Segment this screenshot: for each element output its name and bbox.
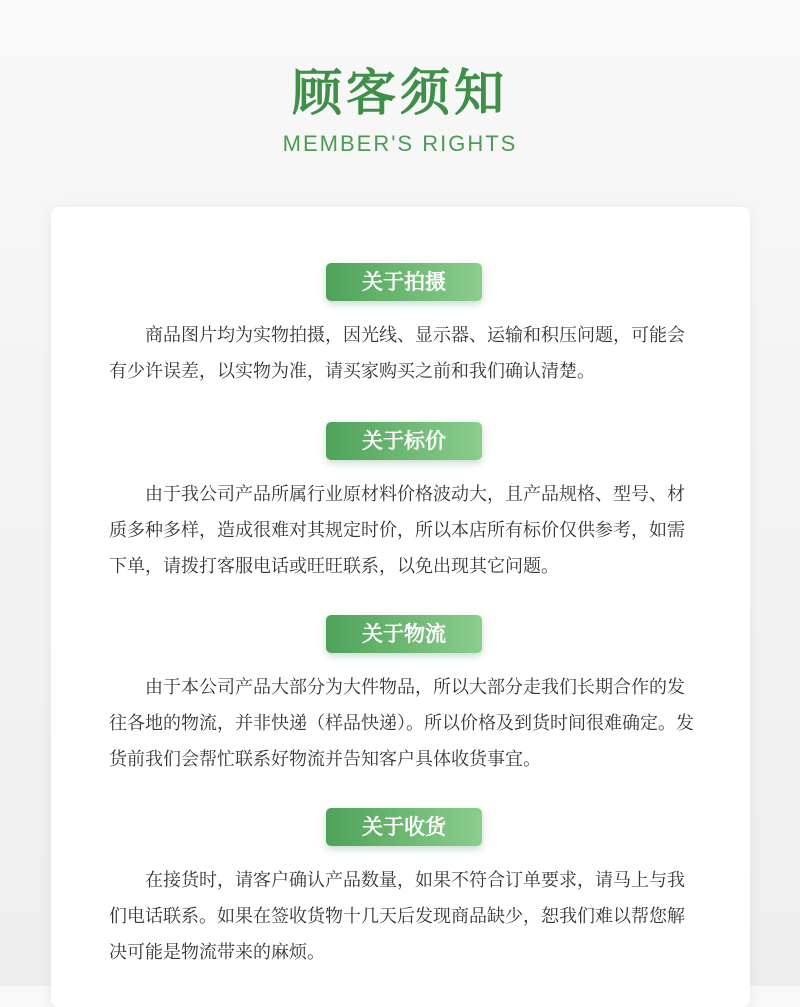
section-label-logistics: 关于物流 xyxy=(326,615,482,653)
section-text-pricing: 由于我公司产品所属行业原材料价格波动大，且产品规格、型号、材质多种多样，造成很难对其规定时价，所以本店所有标价仅供参考，如需下单，请拨打客服电话或旺旺联系，以免出现其它问题。 xyxy=(109,484,685,577)
section-label-pricing: 关于标价 xyxy=(326,422,482,460)
section-text-receiving: 在接货时，请客户确认产品数量，如果不符合订单要求，请马上与我们电话联系。如果在签收货物十几天后发现商品缺少，恕我们难以帮您解决可能是物流带来的麻烦。 xyxy=(109,870,685,963)
section-logistics xyxy=(109,615,699,778)
section-receiving xyxy=(109,808,699,971)
section-label-receiving: 关于收货 xyxy=(326,808,482,846)
section-text-shooting: 商品图片均为实物拍摄，因光线、显示器、运输和积压问题，可能会有少许误差，以实物为准，请买家购买之前和我们确认清楚。 xyxy=(109,325,685,382)
section-shooting xyxy=(109,263,699,390)
section-pricing xyxy=(109,422,699,585)
notice-card xyxy=(51,207,750,1007)
page-subtitle: MEMBER'S RIGHTS xyxy=(282,131,518,156)
page-title: 顾客须知 xyxy=(292,64,508,122)
section-text-logistics: 由于本公司产品大部分为大件物品，所以大部分走我们长期合作的发往各地的物流，并非快递（样品快递）。所以价格及到货时间很难确定。发货前我们会帮忙联系好物流并告知客户具体收货事宜。 xyxy=(109,677,694,770)
section-label-shooting: 关于拍摄 xyxy=(326,263,482,301)
page-header xyxy=(0,62,800,158)
